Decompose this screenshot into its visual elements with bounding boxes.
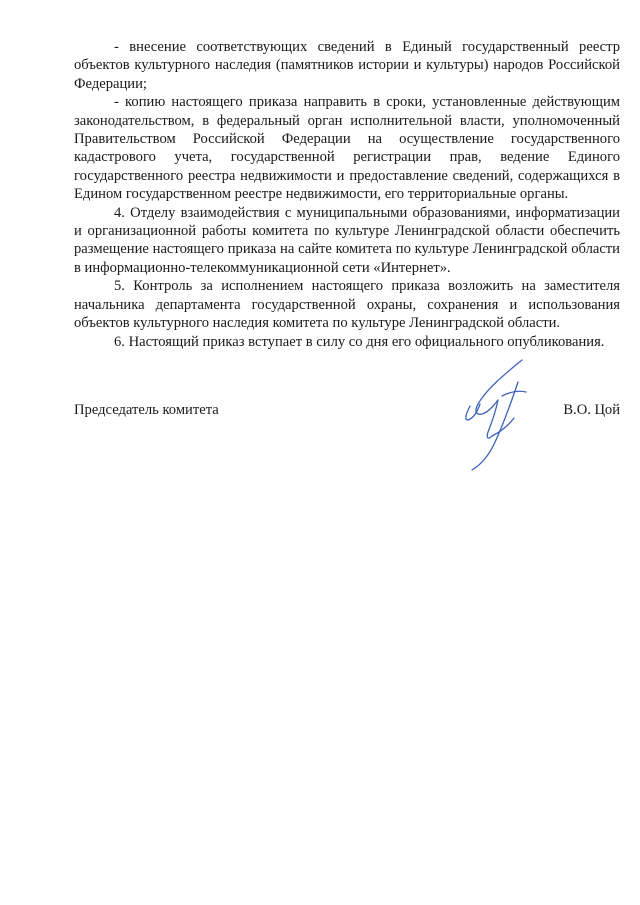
paragraph-copy-to-federal-body: - копию настоящего приказа направить в сроки, установленные действующим законодательством, в федеральный орган исполнительной власти, уполномоченный Правительством Российской Федерации на осуществление государственного кадастрового учета, государственной регистрации прав, ведение Единого государственного реестра недвижимости и предоставление сведений, содержащихся в Едином государственном реестре недвижимости, его территориальные органы. — [74, 94, 620, 203]
signer-title: Председатель комитета — [74, 402, 219, 418]
paragraph-item-6: 6. Настоящий приказ вступает в силу со дня его официального опубликования. — [114, 333, 605, 350]
document-body — [74, 38, 620, 351]
signer-name: В.О. Цой — [563, 402, 620, 418]
paragraph-item-4: 4. Отделу взаимодействия с муниципальными образованиями, информатизации и организационной работы комитета по культуре Ленинградской области обеспечить размещение настоящего приказа на сайте комитета по культуре Ленинградской области в информационно-телекоммуникационной сети «Интернет». — [74, 204, 620, 276]
handwritten-signature — [452, 356, 542, 474]
paragraph-item-5: 5. Контроль за исполнением настоящего приказа возложить на заместителя начальника департамента государственной охраны, сохранения и использования объектов культурного наследия комитета по культуре Ленинградской области. — [74, 278, 620, 332]
paragraph-registry-entry: - внесение соответствующих сведений в Единый государственный реестр объектов культурного наследия (памятников истории и культуры) народов Российской Федерации; — [74, 39, 620, 92]
